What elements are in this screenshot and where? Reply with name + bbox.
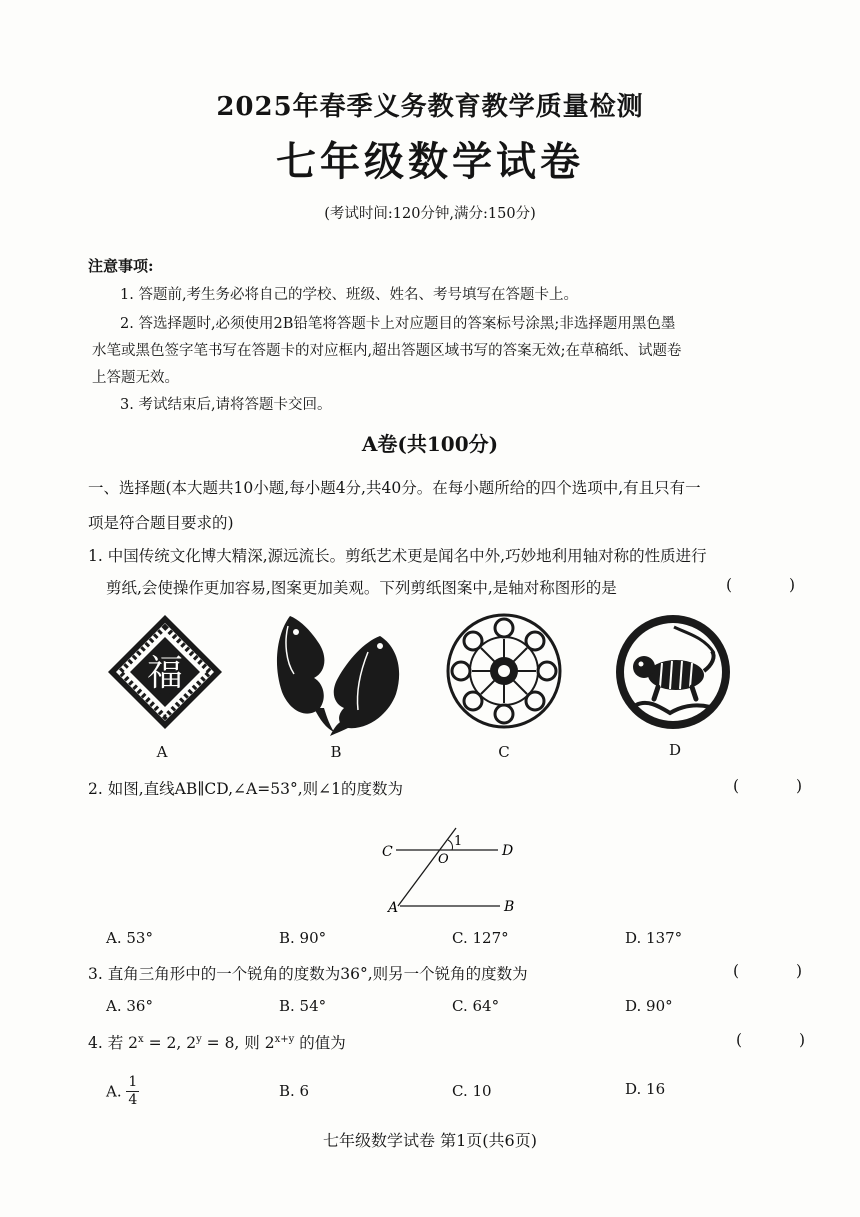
q4-option-d: D. 16 [625, 1080, 666, 1098]
q4-exponent-y: y [196, 1033, 202, 1045]
q4-stem-suffix: 的值为 [294, 1034, 346, 1052]
tiger-round-papercut-icon [614, 613, 732, 731]
q2-answer-bracket: ( ) [733, 777, 829, 795]
exam-header-line: 2025年春季义务教育教学质量检测 [216, 92, 644, 122]
q2-option-d: D. 137° [625, 929, 683, 947]
fu-character-papercut-icon [106, 613, 224, 731]
q4-stem [88, 1031, 346, 1053]
notice-item-2-line-2: 水笔或黑色签字笔书写在答题卡的对应框内,超出答题区域书写的答案无效;在草稿纸、试题卷 [92, 343, 682, 359]
fraction-denominator: 4 [128, 1092, 138, 1108]
part-1-instructions-line-2: 项是符合题目要求的) [88, 514, 234, 532]
q4-stem-mid-1: = 2, 2 [143, 1034, 197, 1052]
q3-option-a: A. 36° [106, 997, 153, 1015]
q1-option-c-label: C [498, 743, 510, 761]
flower-mandala-papercut-icon [445, 612, 563, 730]
parallel-lines-diagram [376, 826, 526, 916]
notice-item-3: 3. 考试结束后,请将答题卡交回。 [120, 397, 332, 413]
page-title: 七年级数学试卷 [276, 138, 584, 185]
label-b: B [504, 899, 515, 915]
label-d: D [502, 843, 514, 859]
twin-fish-papercut-icon [268, 612, 408, 736]
q1-stem-line-1: 1. 中国传统文化博大精深,源远流长。剪纸艺术更是闻名中外,巧妙地利用轴对称的性质进行 [88, 547, 707, 565]
q1-option-a-label: A [156, 743, 168, 761]
q1-answer-bracket: ( ) [726, 576, 822, 594]
q3-option-c: C. 64° [452, 997, 500, 1015]
q4-stem-prefix: 4. 若 2 [88, 1034, 139, 1052]
part-1-instructions-line-1: 一、选择题(本大题共10小题,每小题4分,共40分。在每小题所给的四个选项中,有且只有一 [88, 479, 701, 497]
fraction-numerator: 1 [128, 1074, 138, 1090]
q4-exponent-x-plus-y: x+y [274, 1033, 295, 1045]
q4-option-b: B. 6 [279, 1082, 310, 1100]
label-o: O [438, 852, 449, 867]
section-a-title: A卷(共100分) [361, 432, 499, 456]
q4-option-c: C. 10 [452, 1082, 492, 1100]
notice-item-1: 1. 答题前,考生务必将自己的学校、班级、姓名、考号填写在答题卡上。 [120, 287, 579, 303]
q2-option-c: C. 127° [452, 929, 509, 947]
exam-info: (考试时间:120分钟,满分:150分) [324, 206, 536, 222]
q4-answer-bracket: ( ) [736, 1031, 832, 1049]
label-angle-1: 1 [454, 834, 463, 849]
fu-character: 福 [146, 653, 184, 694]
q3-option-d: D. 90° [625, 997, 673, 1015]
q4-option-a [106, 1074, 139, 1109]
q3-stem: 3. 直角三角形中的一个锐角的度数为36°,则另一个锐角的度数为 [88, 965, 528, 983]
q2-stem: 2. 如图,直线AB∥CD,∠A=53°,则∠1的度数为 [88, 780, 403, 798]
q3-option-b: B. 54° [279, 997, 327, 1015]
q4-stem-mid-2: = 8, 则 2 [201, 1034, 275, 1052]
q4-exponent-x: x [138, 1033, 144, 1045]
q1-option-b-label: B [330, 743, 342, 761]
label-c: C [382, 844, 393, 860]
notice-item-2-line-3: 上答题无效。 [92, 370, 179, 386]
q4-option-a-fraction [126, 1074, 139, 1109]
q2-option-a: A. 53° [106, 929, 153, 947]
q3-answer-bracket: ( ) [733, 962, 829, 980]
label-a: A [388, 900, 399, 916]
page-footer: 七年级数学试卷 第1页(共6页) [323, 1131, 537, 1150]
notice-item-2-line-1: 2. 答选择题时,必须使用2B铅笔将答题卡上对应题目的答案标号涂黑;非选择题用黑色墨 [120, 316, 676, 332]
notice-heading: 注意事项: [88, 257, 154, 275]
q1-stem-line-2: 剪纸,会使操作更加容易,图案更加美观。下列剪纸图案中,是轴对称图形的是 [106, 579, 617, 597]
q4-option-a-prefix: A. [106, 1082, 122, 1101]
q1-option-d-label: D [668, 741, 682, 759]
q2-option-b: B. 90° [279, 929, 327, 947]
